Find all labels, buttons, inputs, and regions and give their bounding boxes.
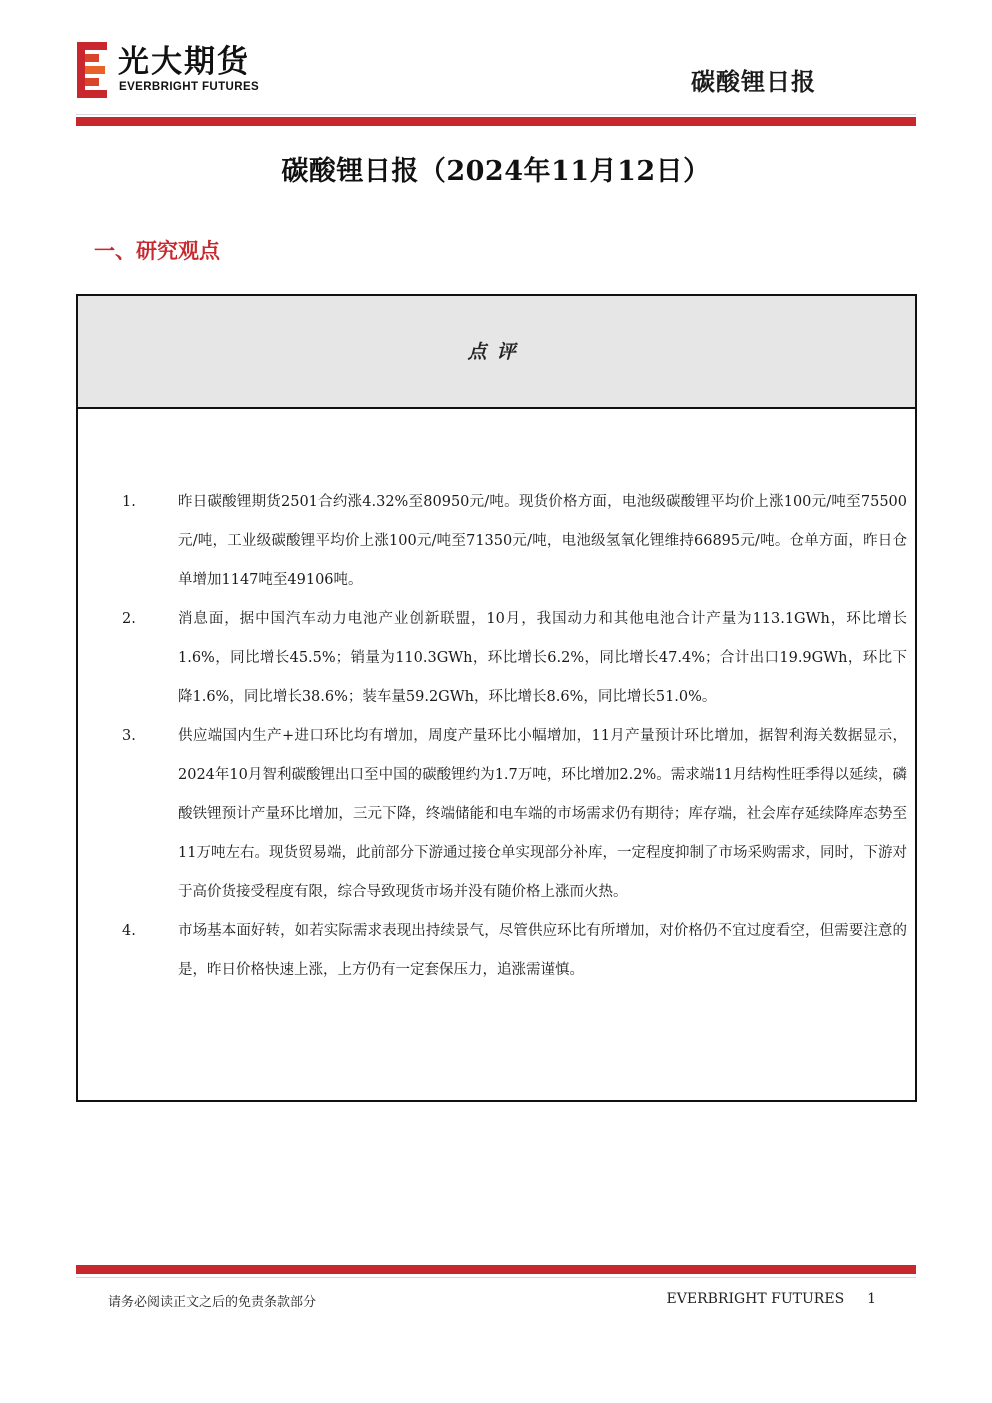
list-item: [122, 717, 907, 912]
item-text: 市场基本面好转，如若实际需求表现出持续景气，尽管供应环比有所增加，对价格仍不宜过度看空，但需要注意的是，昨日价格快速上涨，上方仍有一定套保压力，追涨需谨慎。: [178, 923, 907, 978]
item-number: 3.: [122, 728, 136, 744]
item-number: 4.: [122, 923, 136, 939]
commentary-header-label: 点评: [467, 341, 526, 363]
section-title: 一、研究观点: [94, 239, 220, 263]
commentary-list: [122, 483, 907, 990]
footer-brand: EVERBRIGHT FUTURES: [666, 1291, 845, 1307]
logo-chinese-name: 光大期货: [118, 44, 250, 80]
footer-brand-page: [667, 1291, 876, 1307]
item-text: 供应端国内生产+进口环比均有增加，周度产量环比小幅增加，11月产量预计环比增加，据智利海关数据显示，2024年10月智利碳酸锂出口至中国的碳酸锂约为1.7万吨，环比增加2.2%。需求端11月结构性旺季得以延续，磷酸铁锂预计产量环比增加，三元下降，终端储能和电车端的市场需求仍有期待；库存端，社会库存延续降库态势至11万吨左右。现货贸易端，此前部分下游通过接仓单实现部分补库，一定程度抑制了市场采购需求，同时，下游对于高价货接受程度有限，综合导致现货市场并没有随价格上涨而火热。: [178, 728, 907, 900]
list-item: [122, 912, 907, 990]
page-header: [0, 0, 992, 130]
footer-divider-thin: [76, 1277, 916, 1278]
document-title: 碳酸锂日报（2024年11月12日）: [281, 156, 711, 187]
footer-disclaimer: 请务必阅读正文之后的免责条款部分: [108, 1295, 317, 1310]
item-number: 2.: [122, 611, 136, 627]
item-text: 昨日碳酸锂期货2501合约涨4.32%至80950元/吨。现货价格方面，电池级碳酸锂平均价上涨100元/吨至75500元/吨，工业级碳酸锂平均价上涨100元/吨至71350元/吨，电池级氢氧化锂维持66895元/吨。仓单方面，昨日仓单增加1147吨至49106吨。: [178, 494, 907, 588]
commentary-box: [76, 294, 917, 1102]
page-number: 1: [867, 1291, 876, 1307]
logo-english-name: EVERBRIGHT FUTURES: [119, 81, 260, 93]
footer-divider-red: [76, 1265, 916, 1274]
everbright-logo-icon: [77, 42, 107, 98]
header-report-name: 碳酸锂日报: [691, 68, 816, 96]
header-divider-red: [76, 117, 916, 126]
header-divider-thin: [76, 114, 916, 115]
list-item: [122, 600, 907, 717]
list-item: [122, 483, 907, 600]
commentary-header: [78, 296, 915, 409]
item-number: 1.: [122, 494, 136, 510]
item-text: 消息面，据中国汽车动力电池产业创新联盟，10月，我国动力和其他电池合计产量为113.1GWh，环比增长1.6%，同比增长45.5%；销量为110.3GWh，环比增长6.2%，同比增长47.4%；合计出口19.9GWh，环比下降1.6%，同比增长38.6%；装车量59.2GWh，环比增长8.6%，同比增长51.0%。: [178, 611, 907, 705]
